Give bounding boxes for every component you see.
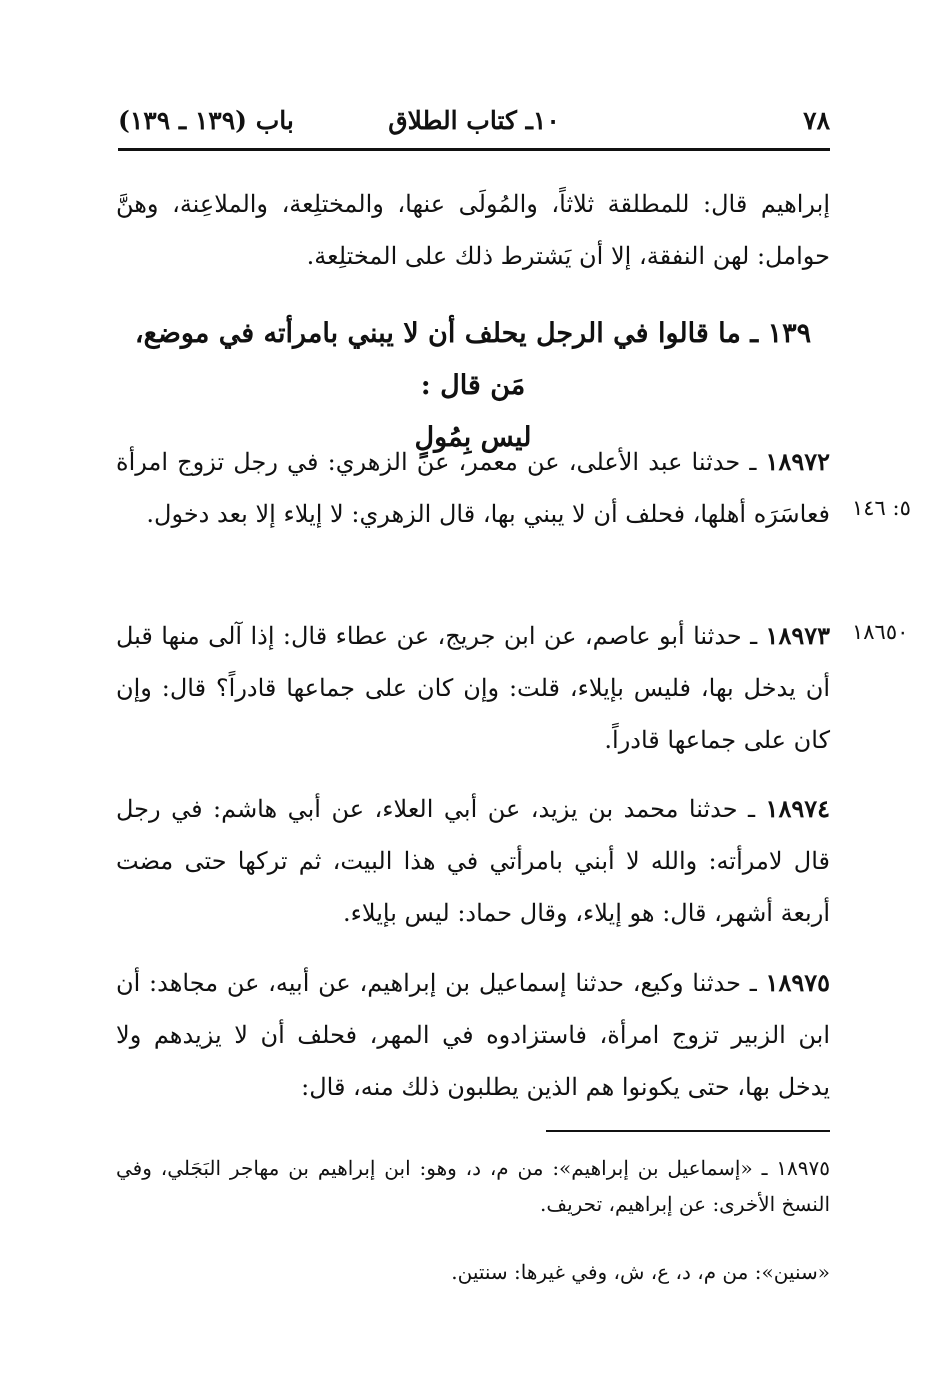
footnote-text: «سنين»: من م، د، ع، ش، وفي غيرها: سنتين. bbox=[451, 1260, 830, 1284]
page-number: ٧٨ bbox=[803, 106, 830, 135]
section-heading-line2: ليس بِمُولٍ bbox=[414, 422, 532, 453]
margin-reference: ٥: ١٤٦ bbox=[852, 496, 911, 520]
footnote-text: ـ «إسماعيل بن إبراهيم»: من م، د، وهو: ابن إبراهيم بن مهاجر البَجَلي، وفي النسخ الأخرى: عن إبراهيم، تحريف. bbox=[116, 1156, 830, 1216]
margin-reference: ١٨٦٥٠ bbox=[852, 620, 909, 644]
footnote-divider bbox=[546, 1130, 830, 1132]
hadith-text: ـ حدثنا وكيع، حدثنا إسماعيل بن إبراهيم، عن أبيه، عن مجاهد: أن ابن الزبير تزوج امرأة، فاستزادوه في المهر، فحلف أن لا يزيدهم ولا يدخل بها، حتى يكونوا هم الذين يطلبون ذلك منه، قال: bbox=[116, 969, 830, 1101]
hadith-18972 bbox=[116, 436, 830, 540]
footnote-number: ١٨٩٧٥ bbox=[776, 1156, 830, 1180]
hadith-text: ـ حدثنا محمد بن يزيد، عن أبي العلاء، عن أبي هاشم: في رجل قال لامرأته: والله لا أبني بامرأتي في هذا البيت، ثم تركها حتى مضت أربعة أشهر، قال: هو إيلاء، وقال حماد: ليس بإيلاء. bbox=[116, 795, 830, 927]
hadith-18973 bbox=[116, 610, 830, 766]
section-heading-line1: ١٣٩ ـ ما قالوا في الرجل يحلف أن لا يبني بامرأته في موضع، مَن قال : bbox=[134, 318, 812, 401]
chapter-range: باب (١٣٩ ـ ١٣٩) bbox=[118, 106, 294, 135]
hadith-text: ـ حدثنا أبو عاصم، عن ابن جريج، عن عطاء قال: إذا آلى منها قبل أن يدخل بها، فليس بإيلاء، قلت: وإن كان على جماعها قادراً؟ قال: وإن كان على جماعها قادراً. bbox=[116, 622, 830, 754]
hadith-18974 bbox=[116, 783, 830, 939]
intro-paragraph: إبراهيم قال: للمطلقة ثلاثاً، والمُولَى عنها، والمختلِعة، والملاعِنة، وهنَّ حوامل: لهن النفقة، إلا أن يَشترط ذلك على المختلِعة. bbox=[116, 190, 830, 270]
hadith-number: ١٨٩٧٥ bbox=[765, 968, 830, 997]
hadith-18975 bbox=[116, 957, 830, 1113]
footnote-2 bbox=[116, 1254, 830, 1290]
page-header bbox=[118, 102, 830, 144]
hadith-number: ١٨٩٧٢ bbox=[765, 447, 830, 476]
hadith-number: ١٨٩٧٤ bbox=[765, 794, 830, 823]
footnote-1 bbox=[116, 1150, 830, 1222]
hadith-text: ـ حدثنا عبد الأعلى، عن معمر، عن الزهري: في رجل تزوج امرأة فعاسَرَه أهلها، فحلف أن لا يبني بها، قال الزهري: لا إيلاء إلا بعد دخول. bbox=[116, 448, 830, 528]
header-divider bbox=[118, 148, 830, 151]
hadith-number: ١٨٩٧٣ bbox=[765, 621, 830, 650]
book-title: ١٠ـ كتاب الطلاق bbox=[388, 106, 560, 135]
